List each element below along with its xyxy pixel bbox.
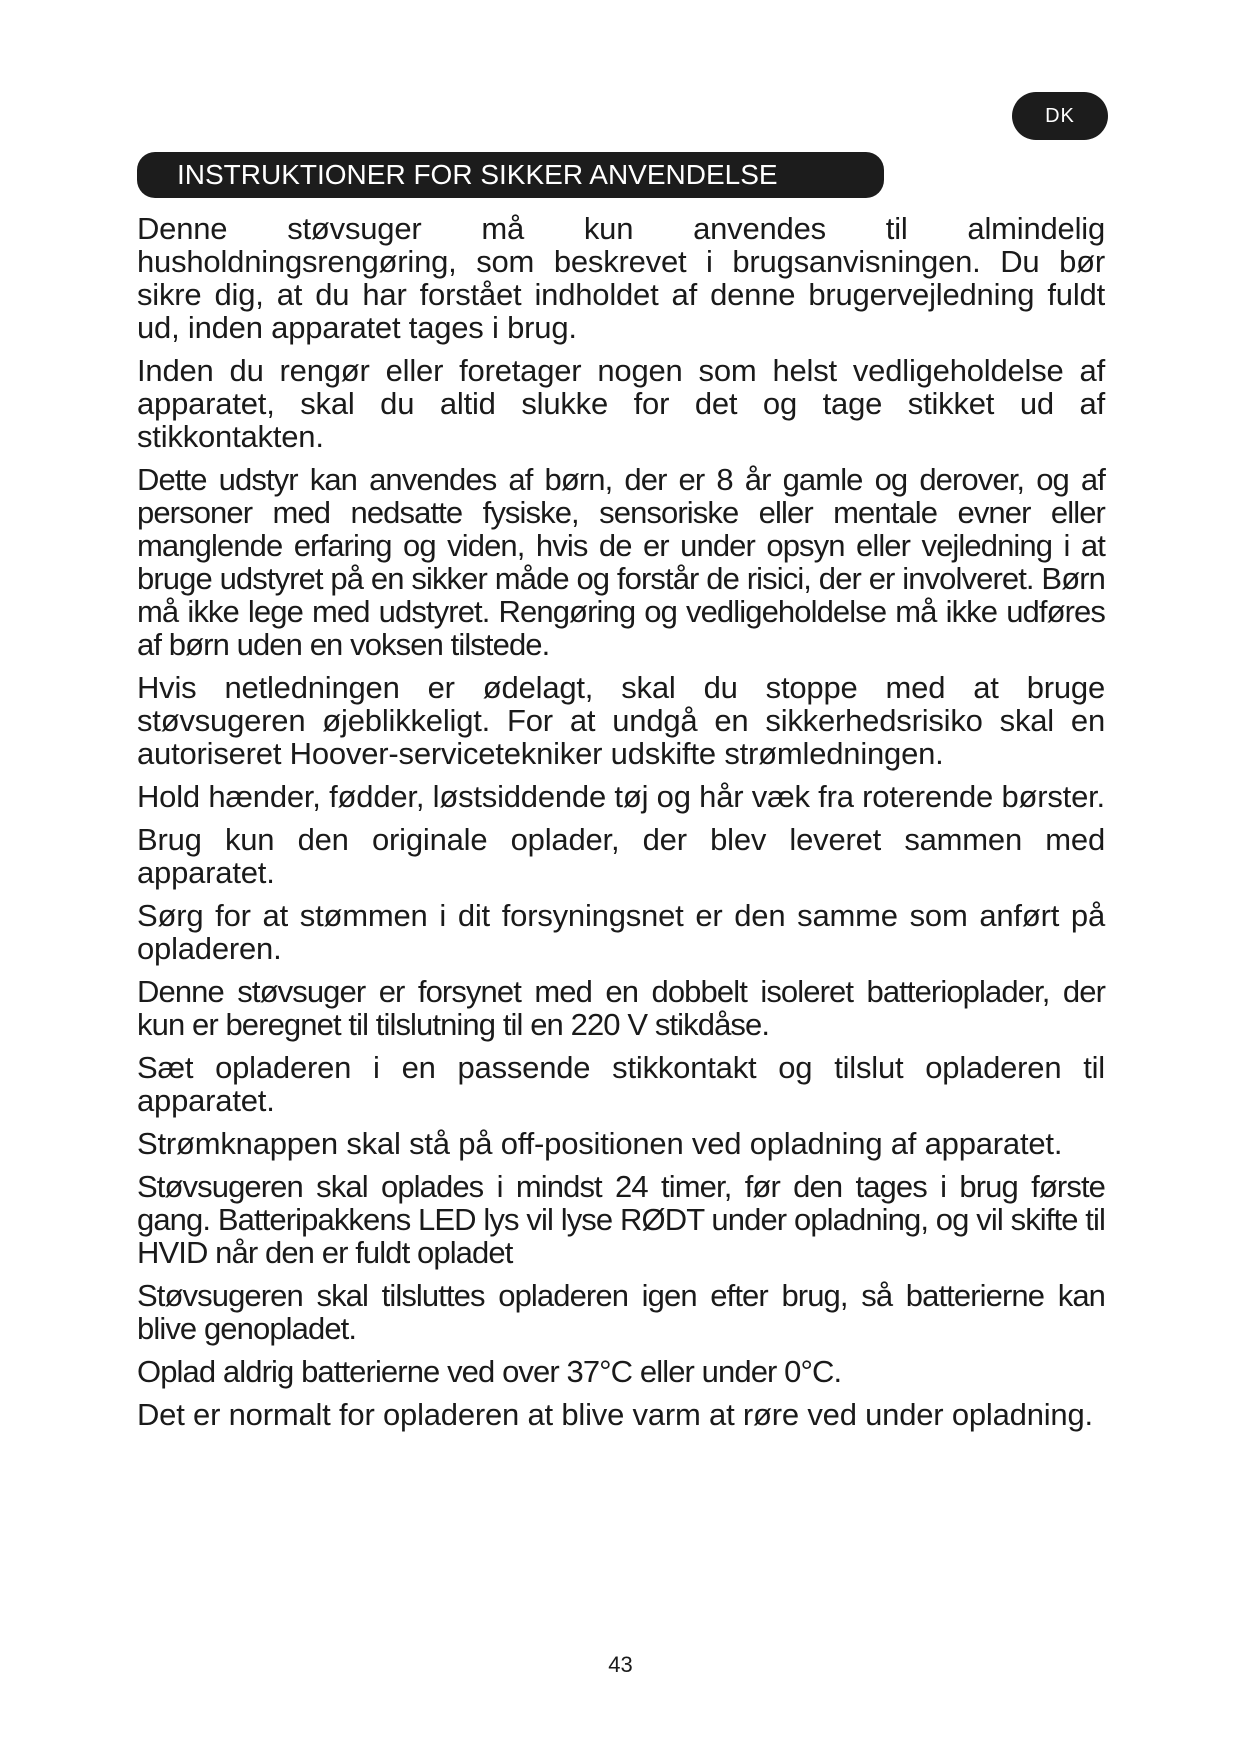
paragraph-first-charge: Støvsugeren skal oplades i mindst 24 timer, før den tages i brug første gang. Batteripakkens LED lys vil lyse RØDT under opladning, og vil skifte til HVID når den er fuldt opladet	[137, 1169, 1105, 1270]
paragraph-power-cord: Hvis netledningen er ødelagt, skal du stoppe med at bruge støvsugeren øjeblikkeligt. For at undgå en sikkerhedsrisiko skal en autoriseret Hoover-servicetekniker udskifte strømledningen.	[137, 670, 1105, 771]
paragraph-children: Dette udstyr kan anvendes af børn, der er 8 år gamle og derover, og af personer med nedsatte fysiske, sensoriske eller mentale evner eller manglende erfaring og viden, hvis de er under opsyn eller vejledning i at bruge udstyret på en sikker måde og forstår de risici, der er involveret. Børn må ikke lege med udstyret. Rengøring og vedligeholdelse må ikke udføres af børn uden en voksen tilstede.	[137, 462, 1105, 662]
section-title: INSTRUKTIONER FOR SIKKER ANVENDELSE	[137, 152, 884, 198]
paragraph-mains-voltage: Sørg for at stømmen i dit forsyningsnet er den samme som anført på opladeren.	[137, 898, 1105, 966]
paragraph-power-switch: Strømknappen skal stå på off-positionen ved opladning af apparatet.	[137, 1126, 1063, 1161]
paragraph-charger-warm: Det er normalt for opladeren at blive varm at røre ved under opladning.	[137, 1397, 1093, 1432]
paragraph-maintenance: Inden du rengør eller foretager nogen som helst vedligeholdelse af apparatet, skal du altid slukke for det og tage stikket ud af stikkontakten.	[137, 353, 1105, 454]
paragraph-insulated-charger: Denne støvsuger er forsynet med en dobbelt isoleret batterioplader, der kun er beregnet til tilslutning til en 220 V stikdåse.	[137, 974, 1105, 1042]
paragraph-original-charger: Brug kun den originale oplader, der blev leveret sammen med apparatet.	[137, 822, 1105, 890]
paragraph-recharge: Støvsugeren skal tilsluttes opladeren igen efter brug, så batterierne kan blive genopladet.	[137, 1278, 1105, 1346]
page-number: 43	[608, 1652, 633, 1677]
paragraph-connect-charger: Sæt opladeren i en passende stikkontakt og tilslut opladeren til apparatet.	[137, 1050, 1105, 1118]
paragraph-temperature: Oplad aldrig batterierne ved over 37°C eller under 0°C.	[137, 1354, 842, 1389]
paragraph-usage: Denne støvsuger må kun anvendes til almindelig husholdningsrengøring, som beskrevet i brugsanvisningen. Du bør sikre dig, at du har forstået indholdet af denne brugervejledning fuldt ud, inden apparatet tages i brug.	[137, 211, 1105, 345]
paragraph-brushes: Hold hænder, fødder, løstsiddende tøj og hår væk fra roterende børster.	[137, 779, 1105, 814]
safety-instructions	[137, 212, 1105, 1441]
language-badge: DK	[1012, 92, 1108, 140]
